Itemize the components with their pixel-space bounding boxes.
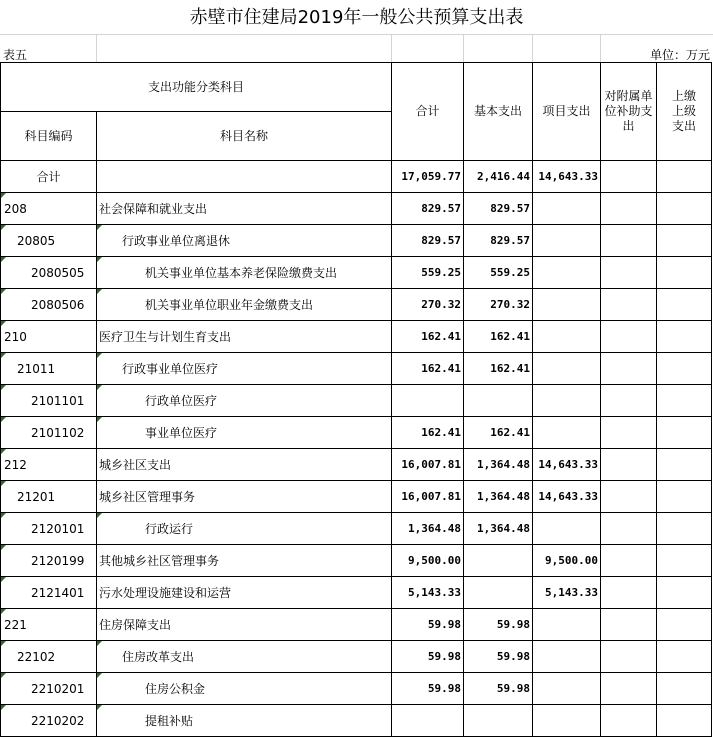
cell-total xyxy=(392,385,464,417)
cell-subsidy xyxy=(601,353,657,385)
cell-basic xyxy=(464,705,533,737)
cell-total: 59.98 xyxy=(392,641,464,673)
cell-total: 59.98 xyxy=(392,673,464,705)
cell-name: 城乡社区管理事务 xyxy=(97,481,392,513)
cell-basic xyxy=(464,577,533,609)
cell-subsidy xyxy=(601,385,657,417)
cell-upper xyxy=(657,321,712,353)
cell-total: 162.41 xyxy=(392,417,464,449)
cell-basic: 559.25 xyxy=(464,257,533,289)
cell-basic: 829.57 xyxy=(464,225,533,257)
cell-subsidy xyxy=(601,289,657,321)
table-row xyxy=(1,449,712,481)
cell-upper xyxy=(657,353,712,385)
cell-basic: 829.57 xyxy=(464,193,533,225)
table-row xyxy=(1,481,712,513)
table-row xyxy=(1,321,712,353)
cell-project xyxy=(533,321,601,353)
cell-basic: 270.32 xyxy=(464,289,533,321)
cell-subsidy xyxy=(601,161,657,193)
table-row xyxy=(1,577,712,609)
table-row xyxy=(1,161,712,193)
cell-basic: 162.41 xyxy=(464,321,533,353)
cell-code: 21201 xyxy=(1,481,97,513)
cell-project xyxy=(533,289,601,321)
cell-total: 162.41 xyxy=(392,321,464,353)
cell-name: 其他城乡社区管理事务 xyxy=(97,545,392,577)
cell-upper xyxy=(657,385,712,417)
cell-project xyxy=(533,225,601,257)
cell-basic: 59.98 xyxy=(464,641,533,673)
cell-subsidy xyxy=(601,257,657,289)
cell-upper xyxy=(657,545,712,577)
cell-subsidy xyxy=(601,513,657,545)
cell-upper xyxy=(657,577,712,609)
cell-code: 2210201 xyxy=(1,673,97,705)
cell-subsidy xyxy=(601,225,657,257)
cell-code: 2120199 xyxy=(1,545,97,577)
cell-code: 212 xyxy=(1,449,97,481)
cell-code: 21011 xyxy=(1,353,97,385)
table-label: 表五 xyxy=(3,48,28,62)
cell-subsidy xyxy=(601,641,657,673)
header-name: 科目名称 xyxy=(97,112,392,161)
cell-code: 2210202 xyxy=(1,705,97,737)
cell-upper xyxy=(657,225,712,257)
cell-total: 16,007.81 xyxy=(392,481,464,513)
cell-code: 208 xyxy=(1,193,97,225)
cell-name: 住房保障支出 xyxy=(97,609,392,641)
table-row xyxy=(1,513,712,545)
gridline xyxy=(96,34,97,62)
header-total: 合计 xyxy=(392,63,464,161)
cell-project: 14,643.33 xyxy=(533,161,601,193)
cell-subsidy xyxy=(601,673,657,705)
cell-name: 住房公积金 xyxy=(97,673,392,705)
cell-project: 5,143.33 xyxy=(533,577,601,609)
cell-project: 14,643.33 xyxy=(533,481,601,513)
cell-total: 829.57 xyxy=(392,193,464,225)
cell-basic: 162.41 xyxy=(464,417,533,449)
table-row xyxy=(1,705,712,737)
cell-name: 医疗卫生与计划生育支出 xyxy=(97,321,392,353)
cell-project: 14,643.33 xyxy=(533,449,601,481)
cell-total: 5,143.33 xyxy=(392,577,464,609)
cell-total: 17,059.77 xyxy=(392,161,464,193)
table-row xyxy=(1,417,712,449)
cell-upper xyxy=(657,641,712,673)
table-row xyxy=(1,257,712,289)
cell-project xyxy=(533,417,601,449)
cell-project xyxy=(533,257,601,289)
cell-name: 行政事业单位医疗 xyxy=(97,353,392,385)
cell-total: 270.32 xyxy=(392,289,464,321)
table-row xyxy=(1,673,712,705)
gridline xyxy=(0,34,713,35)
cell-upper xyxy=(657,513,712,545)
cell-code: 2080506 xyxy=(1,289,97,321)
cell-basic: 1,364.48 xyxy=(464,513,533,545)
cell-project xyxy=(533,673,601,705)
cell-basic: 59.98 xyxy=(464,673,533,705)
cell-code: 22102 xyxy=(1,641,97,673)
cell-basic: 1,364.48 xyxy=(464,449,533,481)
table-row xyxy=(1,289,712,321)
cell-project xyxy=(533,385,601,417)
gridline xyxy=(391,34,392,62)
table-row xyxy=(1,641,712,673)
gridline xyxy=(532,34,533,62)
cell-name xyxy=(97,161,392,193)
table-row xyxy=(1,545,712,577)
page-title: 赤壁市住建局2019年一般公共预算支出表 xyxy=(189,7,524,28)
cell-upper xyxy=(657,257,712,289)
header-upper: 上缴上级支出 xyxy=(657,63,712,161)
table-row xyxy=(1,225,712,257)
cell-basic: 59.98 xyxy=(464,609,533,641)
header-code: 科目编码 xyxy=(1,112,97,161)
cell-project xyxy=(533,609,601,641)
cell-subsidy xyxy=(601,705,657,737)
cell-project xyxy=(533,705,601,737)
cell-name: 事业单位医疗 xyxy=(97,417,392,449)
cell-code: 2101101 xyxy=(1,385,97,417)
cell-total: 16,007.81 xyxy=(392,449,464,481)
cell-code: 210 xyxy=(1,321,97,353)
cell-subsidy xyxy=(601,193,657,225)
cell-code: 合计 xyxy=(1,161,97,193)
cell-upper xyxy=(657,289,712,321)
header-subsidy: 对附属单位补助支出 xyxy=(601,63,657,161)
cell-project xyxy=(533,641,601,673)
cell-code: 2121401 xyxy=(1,577,97,609)
cell-total: 1,364.48 xyxy=(392,513,464,545)
cell-code: 2120101 xyxy=(1,513,97,545)
table-row xyxy=(1,609,712,641)
cell-basic xyxy=(464,385,533,417)
header-category: 支出功能分类科目 xyxy=(1,63,392,112)
cell-name: 机关事业单位职业年金缴费支出 xyxy=(97,289,392,321)
cell-total xyxy=(392,705,464,737)
cell-upper xyxy=(657,673,712,705)
budget-table xyxy=(0,62,712,737)
cell-name: 住房改革支出 xyxy=(97,641,392,673)
cell-project xyxy=(533,513,601,545)
table-row xyxy=(1,353,712,385)
cell-upper xyxy=(657,161,712,193)
cell-basic xyxy=(464,545,533,577)
cell-basic: 2,416.44 xyxy=(464,161,533,193)
cell-code: 2080505 xyxy=(1,257,97,289)
cell-total: 9,500.00 xyxy=(392,545,464,577)
cell-name: 机关事业单位基本养老保险缴费支出 xyxy=(97,257,392,289)
cell-basic: 162.41 xyxy=(464,353,533,385)
cell-upper xyxy=(657,609,712,641)
cell-name: 社会保障和就业支出 xyxy=(97,193,392,225)
cell-code: 20805 xyxy=(1,225,97,257)
cell-name: 城乡社区支出 xyxy=(97,449,392,481)
cell-project xyxy=(533,193,601,225)
cell-name: 提租补贴 xyxy=(97,705,392,737)
cell-upper xyxy=(657,417,712,449)
cell-subsidy xyxy=(601,609,657,641)
cell-subsidy xyxy=(601,449,657,481)
cell-upper xyxy=(657,705,712,737)
cell-upper xyxy=(657,193,712,225)
cell-subsidy xyxy=(601,577,657,609)
cell-name: 行政事业单位离退休 xyxy=(97,225,392,257)
cell-project: 9,500.00 xyxy=(533,545,601,577)
cell-total: 829.57 xyxy=(392,225,464,257)
table-row xyxy=(1,385,712,417)
cell-code: 2101102 xyxy=(1,417,97,449)
cell-code: 221 xyxy=(1,609,97,641)
unit-label: 单位：万元 xyxy=(649,48,710,62)
cell-total: 59.98 xyxy=(392,609,464,641)
cell-subsidy xyxy=(601,481,657,513)
gridline xyxy=(463,34,464,62)
cell-subsidy xyxy=(601,321,657,353)
cell-total: 559.25 xyxy=(392,257,464,289)
cell-name: 行政运行 xyxy=(97,513,392,545)
cell-upper xyxy=(657,449,712,481)
cell-total: 162.41 xyxy=(392,353,464,385)
header-project: 项目支出 xyxy=(533,63,601,161)
cell-upper xyxy=(657,481,712,513)
cell-name: 行政单位医疗 xyxy=(97,385,392,417)
cell-subsidy xyxy=(601,417,657,449)
cell-name: 污水处理设施建设和运营 xyxy=(97,577,392,609)
cell-subsidy xyxy=(601,545,657,577)
cell-project xyxy=(533,353,601,385)
header-basic: 基本支出 xyxy=(464,63,533,161)
table-row xyxy=(1,193,712,225)
cell-basic: 1,364.48 xyxy=(464,481,533,513)
gridline xyxy=(600,34,601,62)
